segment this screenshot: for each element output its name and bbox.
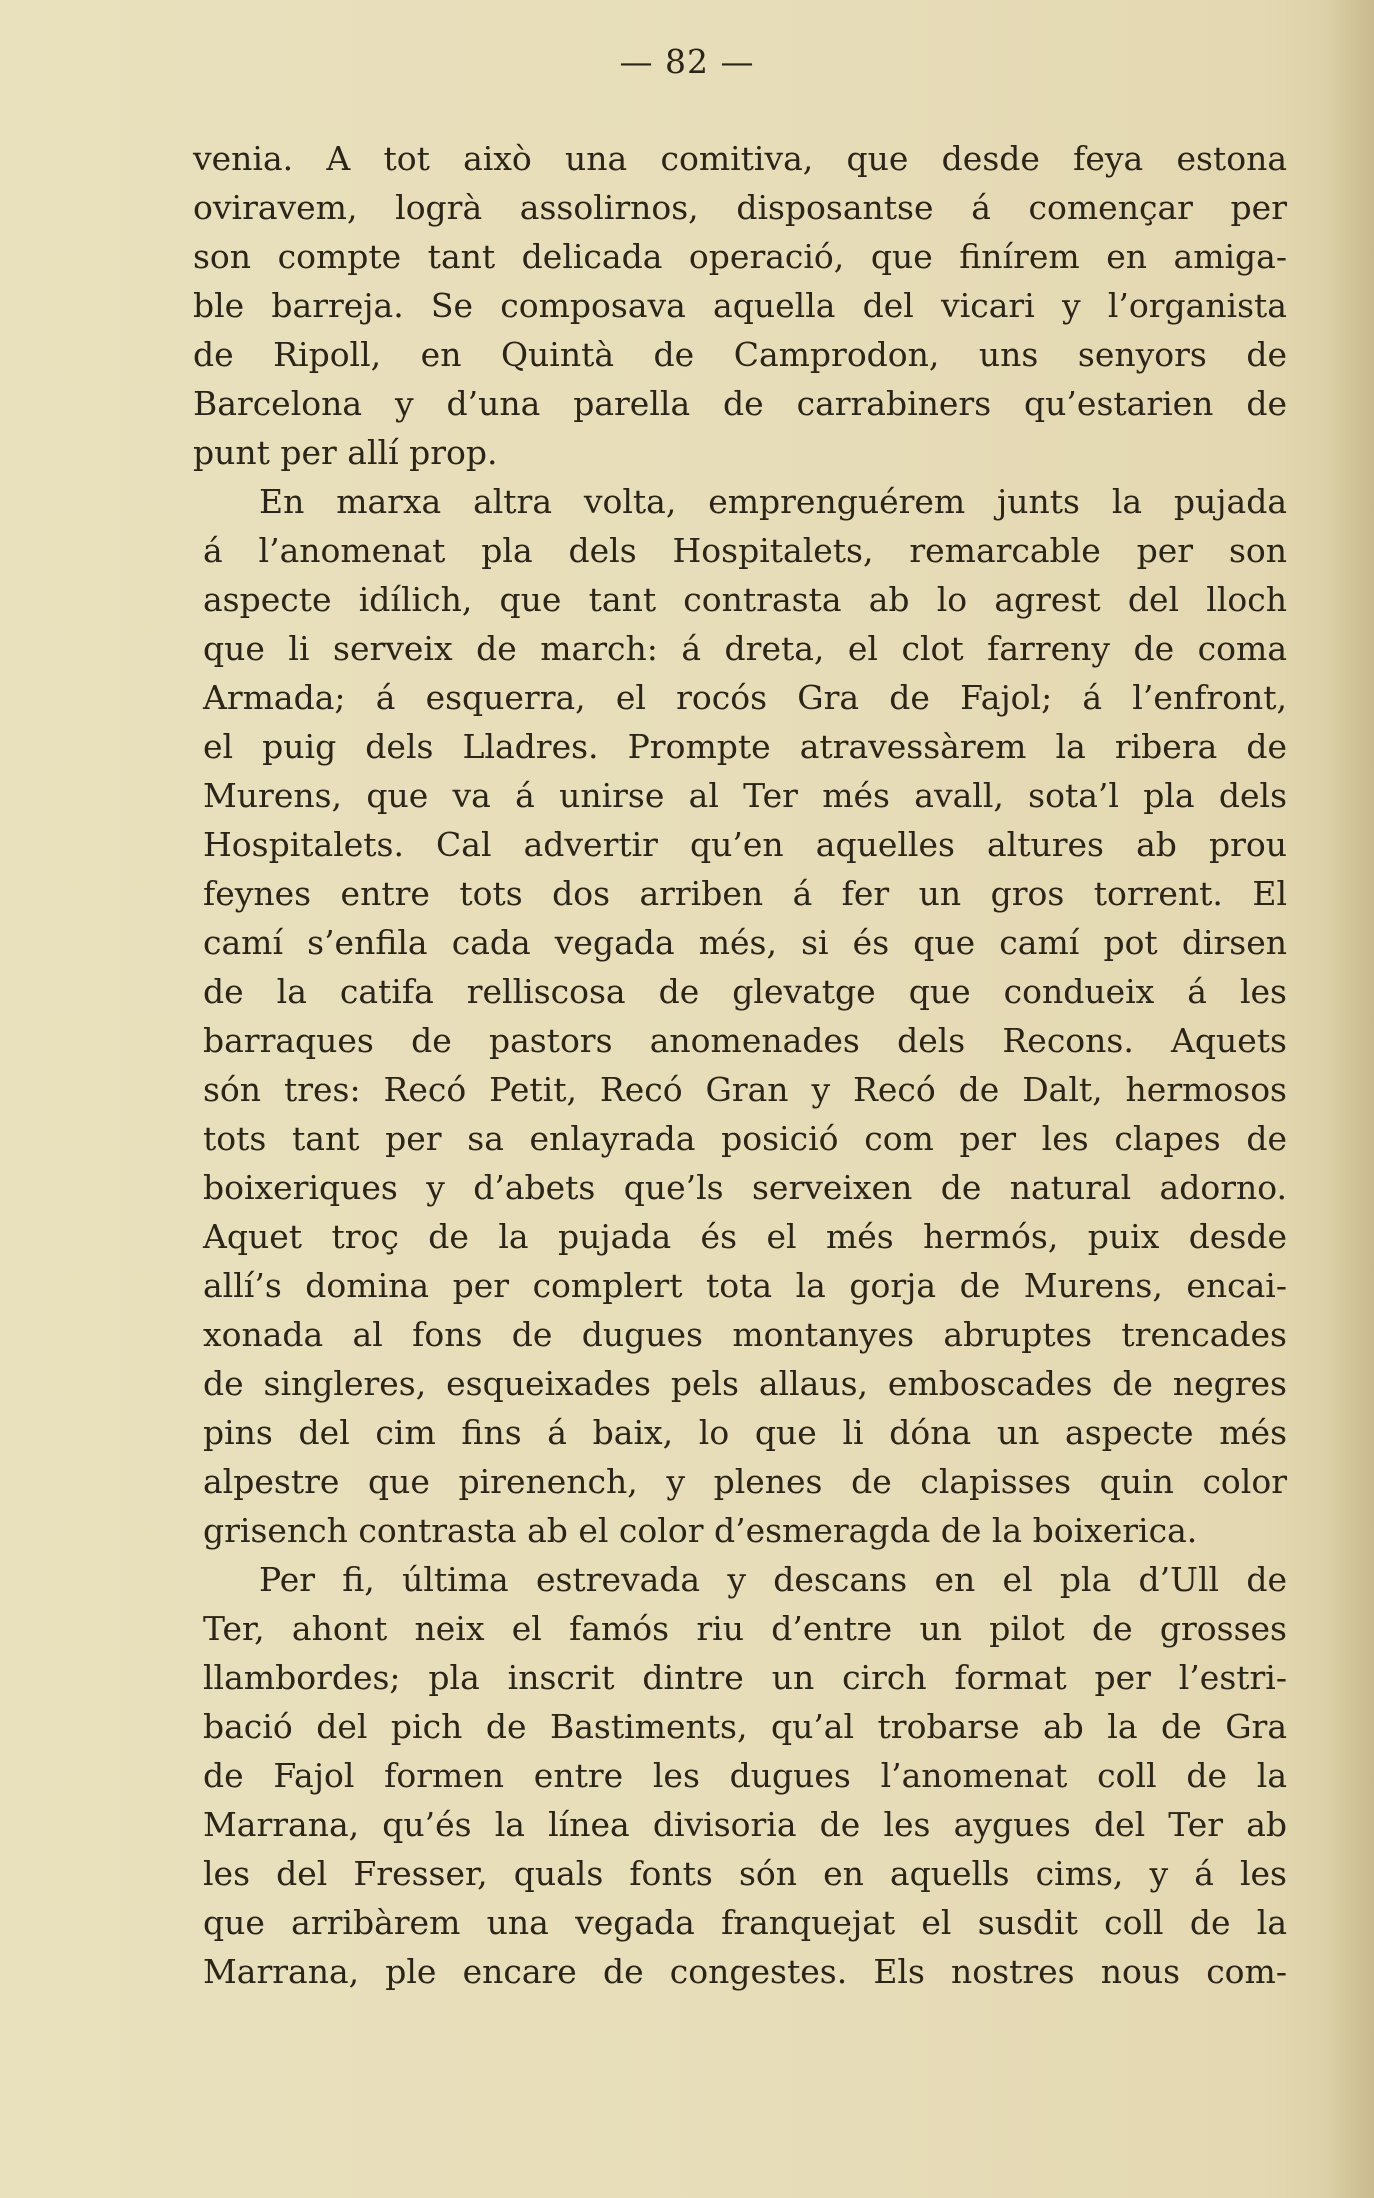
text-line: Murens, que va á unirse al Ter més avall, sota’l pla dels: [203, 776, 1287, 815]
page-number: — 82 —: [619, 42, 755, 81]
text-line: camí s’enfila cada vegada més, si és que camí pot dirsen: [203, 923, 1287, 962]
text-line: tots tant per sa enlayrada posició com per les clapes de: [203, 1119, 1287, 1158]
text-line: alpestre que pirenench, y plenes de clapisses quin color: [203, 1462, 1287, 1501]
text-line: llambordes; pla inscrit dintre un circh format per l’estri-: [203, 1658, 1287, 1697]
paragraph-3: [193, 1555, 1287, 1996]
text-line: de la catifa relliscosa de glevatge que condueix á les: [203, 972, 1287, 1011]
page-edge-shadow: [1326, 0, 1374, 2198]
text-line: de Ripoll, en Quintà de Camprodon, uns senyors de: [193, 335, 1287, 374]
text-line: pins del cim fins á baix, lo que li dóna un aspecte més: [203, 1413, 1287, 1452]
paragraph-2: [193, 477, 1287, 1555]
text-line: oviravem, logrà assolirnos, disposantse á començar per: [193, 188, 1287, 227]
text-line: boixeriques y d’abets que’ls serveixen de natural adorno.: [203, 1168, 1287, 1207]
text-line: de Fajol formen entre les dugues l’anomenat coll de la: [203, 1756, 1287, 1795]
text-line: á l’anomenat pla dels Hospitalets, remarcable per son: [203, 531, 1287, 570]
text-line: Hospitalets. Cal advertir qu’en aquelles altures ab prou: [203, 825, 1287, 864]
text-line: Aquet troç de la pujada és el més hermós, puix desde: [203, 1217, 1287, 1256]
text-line: de singleres, esqueixades pels allaus, emboscades de negres: [203, 1364, 1287, 1403]
text-line: Armada; á esquerra, el rocós Gra de Fajol; á l’enfront,: [203, 678, 1287, 717]
body-text: [193, 134, 1287, 1996]
text-line: són tres: Recó Petit, Recó Gran y Recó de Dalt, hermosos: [203, 1070, 1287, 1109]
text-line: Per fi, última estrevada y descans en el pla d’Ull de: [259, 1560, 1287, 1599]
text-line: Ter, ahont neix el famós riu d’entre un pilot de grosses: [203, 1609, 1287, 1648]
text-line: que li serveix de march: á dreta, el clot farreny de coma: [203, 629, 1287, 668]
text-line: aspecte idílich, que tant contrasta ab lo agrest del lloch: [203, 580, 1287, 619]
text-line: venia. A tot això una comitiva, que desde feya estona: [193, 139, 1287, 178]
text-line: xonada al fons de dugues montanyes abruptes trencades: [203, 1315, 1287, 1354]
text-line: Barcelona y d’una parella de carrabiners qu’estarien de: [193, 384, 1287, 423]
text-line: el puig dels Lladres. Prompte atravessàrem la ribera de: [203, 727, 1287, 766]
text-line: Marrana, ple encare de congestes. Els nostres nous com-: [203, 1952, 1287, 1991]
text-line: grisench contrasta ab el color d’esmeragda de la boixerica.: [203, 1511, 1198, 1550]
text-line: feynes entre tots dos arriben á fer un gros torrent. El: [203, 874, 1287, 913]
text-line: allí’s domina per complert tota la gorja de Murens, encai-: [203, 1266, 1287, 1305]
text-line: Marrana, qu’és la línea divisoria de les aygues del Ter ab: [203, 1805, 1287, 1844]
text-line: En marxa altra volta, emprenguérem junts la pujada: [259, 482, 1287, 521]
text-line: les del Fresser, quals fonts són en aquells cims, y á les: [203, 1854, 1287, 1893]
text-line: que arribàrem una vegada franquejat el susdit coll de la: [203, 1903, 1287, 1942]
text-line: barraques de pastors anomenades dels Recons. Aquets: [203, 1021, 1287, 1060]
paragraph-1: [193, 134, 1287, 477]
text-line: punt per allí prop.: [193, 433, 498, 472]
text-line: ble barreja. Se composava aquella del vicari y l’organista: [193, 286, 1287, 325]
text-line: bació del pich de Bastiments, qu’al trobarse ab la de Gra: [203, 1707, 1287, 1746]
text-line: son compte tant delicada operació, que finírem en amiga-: [193, 237, 1287, 276]
